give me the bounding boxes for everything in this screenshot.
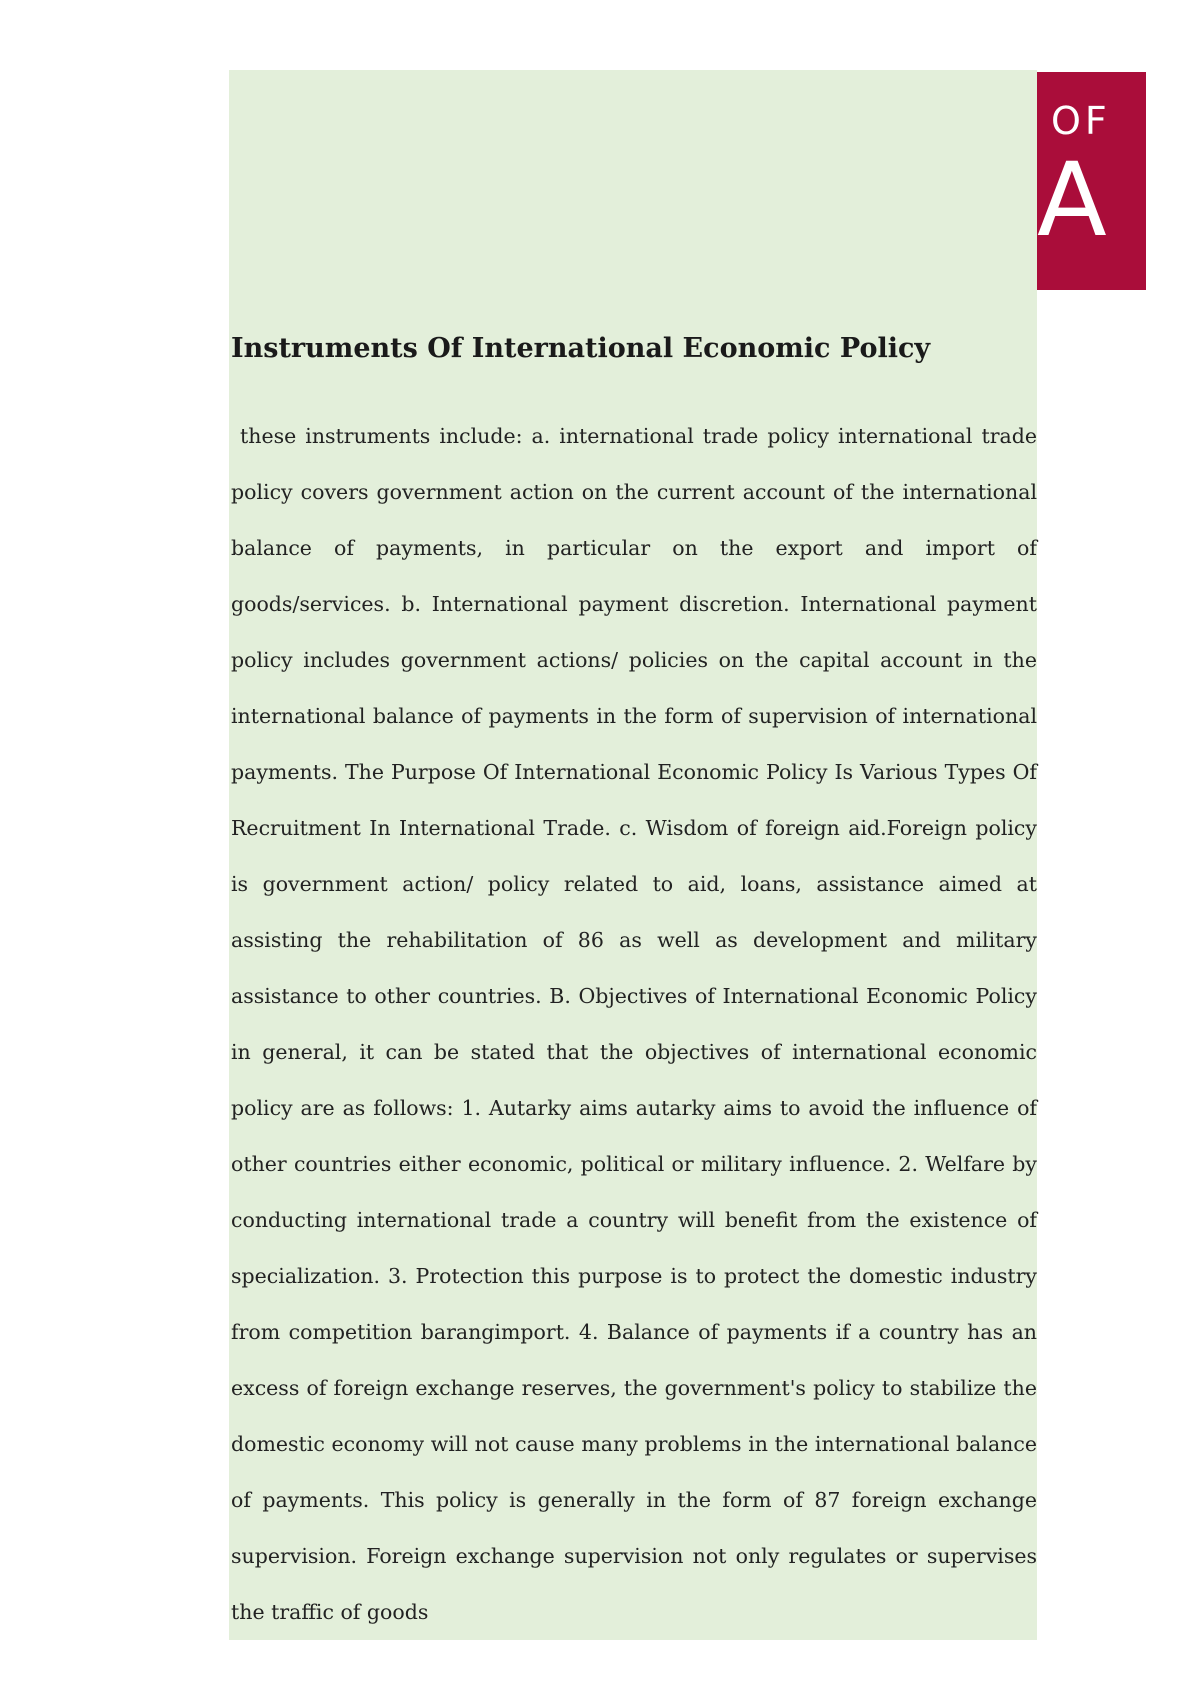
document-title: Instruments Of International Economic Policy (231, 333, 931, 364)
logo-top-text: OF (1051, 99, 1111, 143)
document-body-text: these instruments include: a. international trade policy international trade policy covers government action on the current account of the international balance of payments, in particular on the export and import of goods/services. b. International payment discretion. International payment policy includes government actions/ policies on the capital account in the international balance of payments in the form of supervision of international payments. The Purpose Of International Economic Policy Is Various Types Of Recruitment In International Trade. c. Wisdom of foreign aid.Foreign policy is government action/ policy related to aid, loans, assistance aimed at assisting the rehabilitation of 86 as well as development and military assistance to other countries. B. Objectives of International Economic Policy in general, it can be stated that the objectives of international economic policy are as follows: 1. Autarky aims autarky aims to avoid the influence of other countries either economic, political or military influence. 2. Welfare by conducting international trade a country will benefit from the existence of specialization. 3. Protection this purpose is to protect the domestic industry from competition barangimport. 4. Balance of payments if a country has an excess of foreign exchange reserves, the government's policy to stabilize the domestic economy will not cause many problems in the international balance of payments. This policy is generally in the form of 87 foreign exchange supervision. Foreign exchange supervision not only regulates or supervises the traffic of goods (231, 424, 1044, 1624)
logo-big-letter: A (1037, 141, 1107, 260)
publisher-logo (1037, 72, 1146, 290)
